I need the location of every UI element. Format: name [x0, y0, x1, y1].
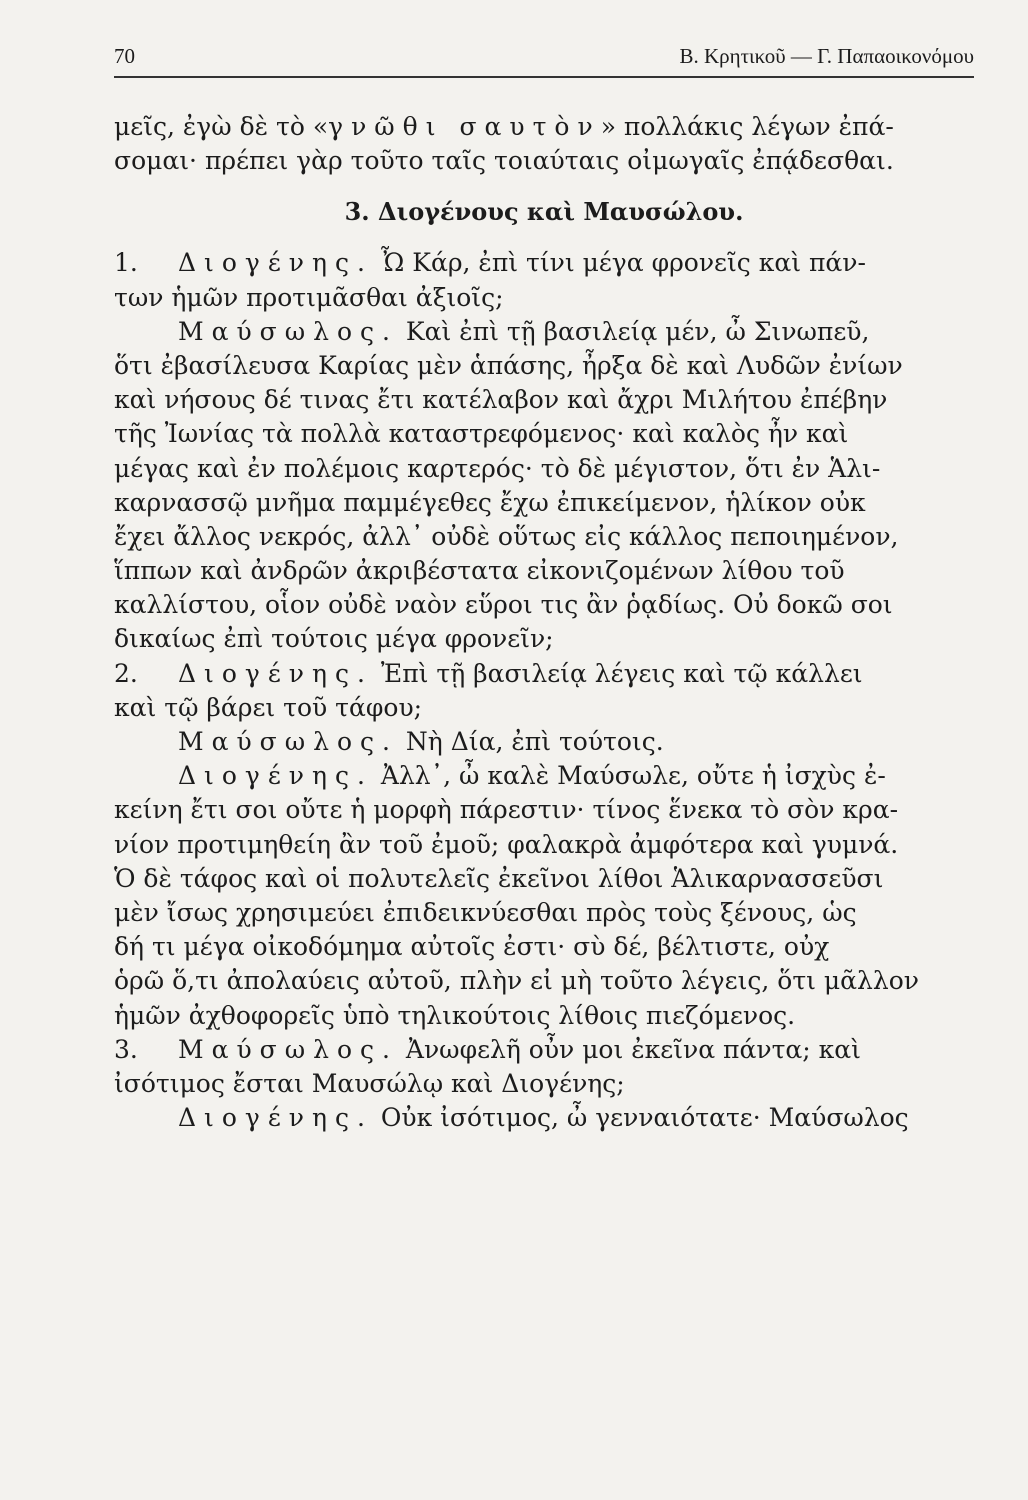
text-line — [114, 110, 974, 144]
text-line: δικαίως ἐπὶ τούτοις μέγα φρονεῖν; — [114, 624, 554, 654]
text-span: Ὦ Κάρ, ἐπὶ τίνι μέγα φρονεῖς καὶ πάν- — [372, 248, 866, 278]
text-line: των ἡμῶν προτιμᾶσθαι ἀξιοῖς; — [114, 282, 504, 312]
text-line: καλλίστου, οἷον οὐδὲ ναὸν εὕροι τις ἂν ῥᾳδίως. Οὐ δοκῶ σοι — [114, 590, 893, 620]
text-span: Καὶ ἐπὶ τῇ βασιλείᾳ μέν, ὦ Σινωπεῦ, — [397, 316, 870, 346]
text-line: τῆς Ἰωνίας τὰ πολλὰ καταστρεφόμενος· καὶ καλὸς ἦν καὶ — [114, 419, 849, 449]
text-line: ὅτι ἐβασίλευσα Καρίας μὲν ἁπάσης, ἦρξα δὲ καὶ Λυδῶν ἐνίων — [114, 350, 903, 380]
running-title: Β. Κρητικοῦ — Γ. Παπαοικονόμου — [679, 44, 974, 68]
text-line: μὲν ἴσως χρησιμεύει ἐπιδεικνύεσθαι πρὸς τοὺς ξένους, ὡς — [114, 897, 857, 927]
text-line: καὶ τῷ βάρει τοῦ τάφου; — [114, 692, 423, 722]
text-line: καρνασσῷ μνῆμα παμμέγεθες ἔχω ἐπικείμενον, ἡλίκον οὐκ — [114, 487, 866, 517]
page-number: 70 — [114, 44, 135, 68]
spaced-quote: γνῶθι σαυτὸν — [328, 112, 601, 141]
text-line: σομαι· πρέπει γὰρ τοῦτο ταῖς τοιαύταις οἰμωγαῖς ἐπᾴδεσθαι. — [114, 146, 894, 176]
text-line — [114, 657, 974, 691]
speaker-name: Μαύσωλος. — [178, 316, 398, 346]
paragraph-number: 2. — [114, 658, 138, 688]
text-line: Ὁ δὲ τάφος καὶ οἱ πολυτελεῖς ἐκεῖνοι λίθοι Ἁλικαρνασσεῦσι — [114, 863, 884, 893]
page-header — [114, 40, 974, 74]
text-line: ὁρῶ ὅ,τι ἀπολαύεις αὐτοῦ, πλὴν εἰ μὴ τοῦτο λέγεις, ὅτι μᾶλλον — [114, 966, 919, 996]
text-line: δή τι μέγα οἰκοδόμημα αὐτοῖς ἐστι· σὺ δέ, βέλτιστε, οὐχ — [114, 932, 830, 962]
speaker-name: Διογένης. — [178, 761, 373, 791]
text-span: Νὴ Δία, ἐπὶ τούτοις. — [397, 727, 664, 756]
main-text — [114, 110, 974, 1135]
text-span: Οὐκ ἰσότιμος, ὦ γενναιότατε· Μαύσωλος — [372, 1103, 909, 1133]
text-line — [114, 1101, 974, 1135]
text-span: Ἀλλ᾽, ὦ καλὲ Μαύσωλε, οὔτε ἡ ἰσχὺς ἐ- — [372, 761, 886, 791]
text-span: Ἀνωφελῆ οὖν μοι ἐκεῖνα πάντα; καὶ — [397, 1034, 861, 1064]
section-heading: 3. Διογένους καὶ Μαυσώλου. — [344, 197, 744, 227]
text-line — [114, 315, 974, 349]
text-line: νίον προτιμηθείη ἂν τοῦ ἐμοῦ; φαλακρὰ ἀμφότερα καὶ γυμνά. — [114, 829, 899, 859]
speaker-name: Μαύσωλος. — [178, 1034, 398, 1064]
header-rule — [114, 76, 974, 78]
speaker-name: Διογένης. — [178, 658, 373, 688]
text-line: μέγας καὶ ἐν πολέμοις καρτερός· τὸ δὲ μέγιστον, ὅτι ἐν Ἁλι- — [114, 453, 881, 483]
text-line — [114, 725, 974, 759]
text-line — [114, 1033, 974, 1067]
text-span: μεῖς, ἐγὼ δὲ τὸ « — [114, 112, 329, 141]
text-line: καὶ νήσους δέ τινας ἔτι κατέλαβον καὶ ἄχρι Μιλήτου ἐπέβην — [114, 385, 888, 415]
speaker-name: Διογένης. — [178, 248, 373, 278]
speaker-name: Μαύσωλος. — [178, 727, 398, 756]
text-line — [114, 246, 974, 280]
text-span: » πολλάκις λέγων ἐπά- — [600, 112, 894, 141]
text-line: ἵππων καὶ ἀνδρῶν ἀκριβέστατα εἰκονιζομένων λίθου τοῦ — [114, 556, 845, 586]
paragraph-number: 3. — [114, 1034, 138, 1064]
paragraph-number: 1. — [114, 248, 138, 278]
text-line: κείνη ἔτι σοι οὔτε ἡ μορφὴ πάρεστιν· τίνος ἕνεκα τὸ σὸν κρα- — [114, 795, 899, 825]
text-line: ἡμῶν ἀχθοφορεῖς ὑπὸ τηλικούτοις λίθοις πιεζόμενος. — [114, 1000, 796, 1030]
text-line: ἔχει ἄλλος νεκρός, ἀλλ᾽ οὐδὲ οὕτως εἰς κάλλος πεποιημένον, — [114, 521, 899, 551]
text-line: ἰσότιμος ἔσται Μαυσώλῳ καὶ Διογένης; — [114, 1068, 625, 1098]
speaker-name: Διογένης. — [178, 1103, 373, 1133]
text-span: Ἐπὶ τῇ βασιλείᾳ λέγεις καὶ τῷ κάλλει — [372, 658, 863, 688]
text-line — [114, 759, 974, 793]
